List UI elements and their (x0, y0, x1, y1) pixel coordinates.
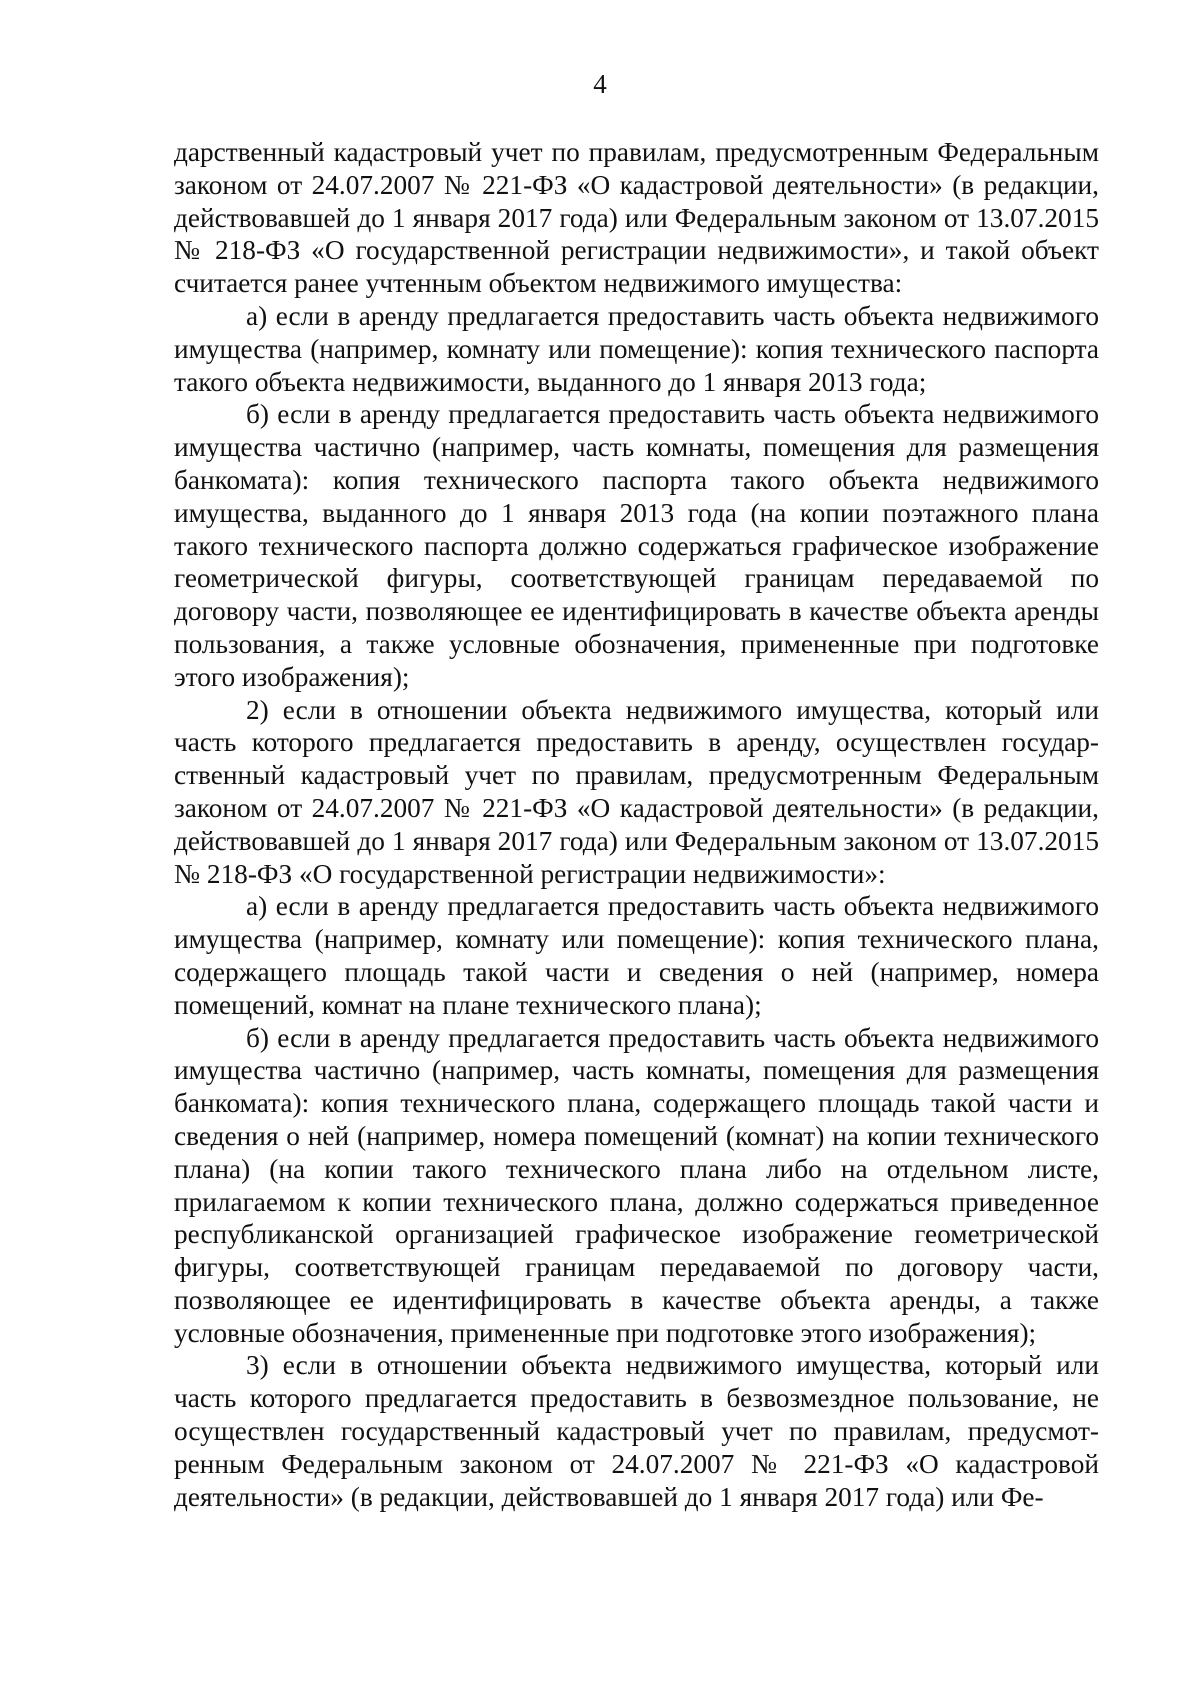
paragraph-item-2: 2) если в отношении объекта недвижимого имущества, который или часть которого предлагается предоставить в аренду, осуществлен государственный кадастровый учет по правилам, предусмотренным Федеральным законом от 24.07.2007 № 221-ФЗ «О кадастровой деятельности» (в редакции, действовавшей до 1 января 2017 года) или Федеральным законом от 13.07.2015 № 218-ФЗ «О государственной регистрации недвижимости»: (174, 694, 1099, 889)
paragraph-item-a-1: а) если в аренду предлагается предоставить часть объекта недвижимого имущества (например, комнату или помещение): копия технического паспорта такого объекта недвижимости, выданного до 1 января 2013 года; (174, 300, 1099, 397)
paragraph-item-b-1: б) если в аренду предлагается предоставить часть объекта недвижимого имущества частично (например, часть комнаты, помещения для размещения банкомата): копия технического паспорта такого объекта недвижимого имущества, выданного до 1 января 2013 года (на копии поэтажного плана такого технического паспорта должно содержаться графическое изображение геометрической фигуры, соответствующей границам передаваемой по договору части, позволяющее ее идентифицировать в качестве объекта аренды пользования, а также условные обозначения, примененные при подготовке этого изображения); (174, 399, 1099, 692)
paragraph-item-a-2: а) если в аренду предлагается предоставить часть объекта недвижимого имущества (например, комнату или помещение): копия технического плана, содержащего площадь такой части и сведения о ней (например, номера помещений, комнат на плане технического плана); (174, 891, 1099, 1020)
paragraph-item-3: 3) если в отношении объекта недвижимого имущества, который или часть которого предлагается предоставить в безвозмездное пользование, не осуществлен государственный кадастровый учет по правилам, предусмотренным Федеральным законом от 24.07.2007 № 221-ФЗ «О кадастровой деятельности» (в редакции, действовавшей до 1 января 2017 года) или Фе- (174, 1350, 1099, 1512)
document-body (174, 136, 1099, 1513)
page-number: 4 (593, 69, 607, 99)
paragraph-item-b-2: б) если в аренду предлагается предоставить часть объекта недвижимого имущества частично (например, часть комнаты, помещения для размещения банкомата): копия технического плана, содержащего площадь такой части и сведения о ней (например, номера помещений (комнат) на копии технического плана) (на копии такого технического плана либо на отдельном листе, прилагаемом к копии технического плана, должно содержаться приведенное республиканской организацией графическое изображение геометрической фигуры, соответствующей границам передаваемой по договору части, позволяющее ее идентифицировать в качестве объекта аренды, а также условные обозначения, примененные при подготовке этого изображения); (174, 1022, 1099, 1348)
paragraph-continuation: дарственный кадастровый учет по правилам, предусмотренным Федеральным законом от 24.07.2007 № 221-ФЗ «О кадастровой деятельности» (в редакции, действовавшей до 1 января 2017 года) или Федеральным законом от 13.07.2015 № 218-ФЗ «О государственной регистрации недвижимости», и такой объект считается ранее учтенным объектом недвижимого имущества: (174, 137, 1099, 299)
